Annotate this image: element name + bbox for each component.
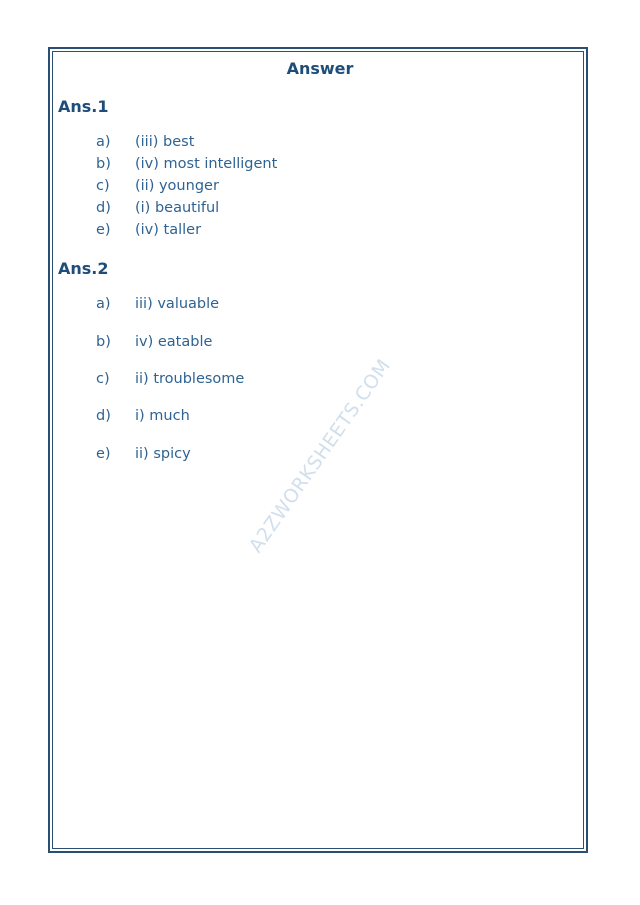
answer-letter: a) xyxy=(96,296,111,312)
answer-text: iii) valuable xyxy=(135,296,220,312)
watermark: A2ZWORKSHEETS.COM xyxy=(244,355,396,557)
answer-text: (iv) taller xyxy=(135,222,202,238)
answer-text: (iv) most intelligent xyxy=(135,156,278,172)
answer-letter: e) xyxy=(96,446,111,462)
answer-row xyxy=(96,200,219,216)
answer-row xyxy=(96,178,219,194)
answer-row xyxy=(96,446,191,462)
answer-row xyxy=(96,371,244,387)
answer-letter: b) xyxy=(96,334,111,350)
answer-letter: c) xyxy=(96,371,110,387)
answer-text: i) much xyxy=(135,408,190,424)
answer-text: (iii) best xyxy=(135,134,195,150)
answer-text: iv) eatable xyxy=(135,334,213,350)
answer-row xyxy=(96,334,212,350)
answer-text: ii) troublesome xyxy=(135,371,245,387)
answer-text: ii) spicy xyxy=(135,446,191,462)
answer-row xyxy=(96,222,201,238)
answer-row xyxy=(96,408,190,424)
section-heading-ans2: Ans.2 xyxy=(58,259,109,278)
answer-letter: a) xyxy=(96,134,111,150)
page-title: Answer xyxy=(286,59,354,78)
answer-row xyxy=(96,156,277,172)
answer-text: (ii) younger xyxy=(135,178,219,194)
answer-row xyxy=(96,296,219,312)
answer-letter: c) xyxy=(96,178,110,194)
answer-letter: d) xyxy=(96,408,111,424)
answer-row xyxy=(96,134,194,150)
answer-letter: e) xyxy=(96,222,111,238)
answer-letter: d) xyxy=(96,200,111,216)
answer-text: (i) beautiful xyxy=(135,200,220,216)
section-heading-ans1: Ans.1 xyxy=(58,97,109,116)
answer-letter: b) xyxy=(96,156,111,172)
